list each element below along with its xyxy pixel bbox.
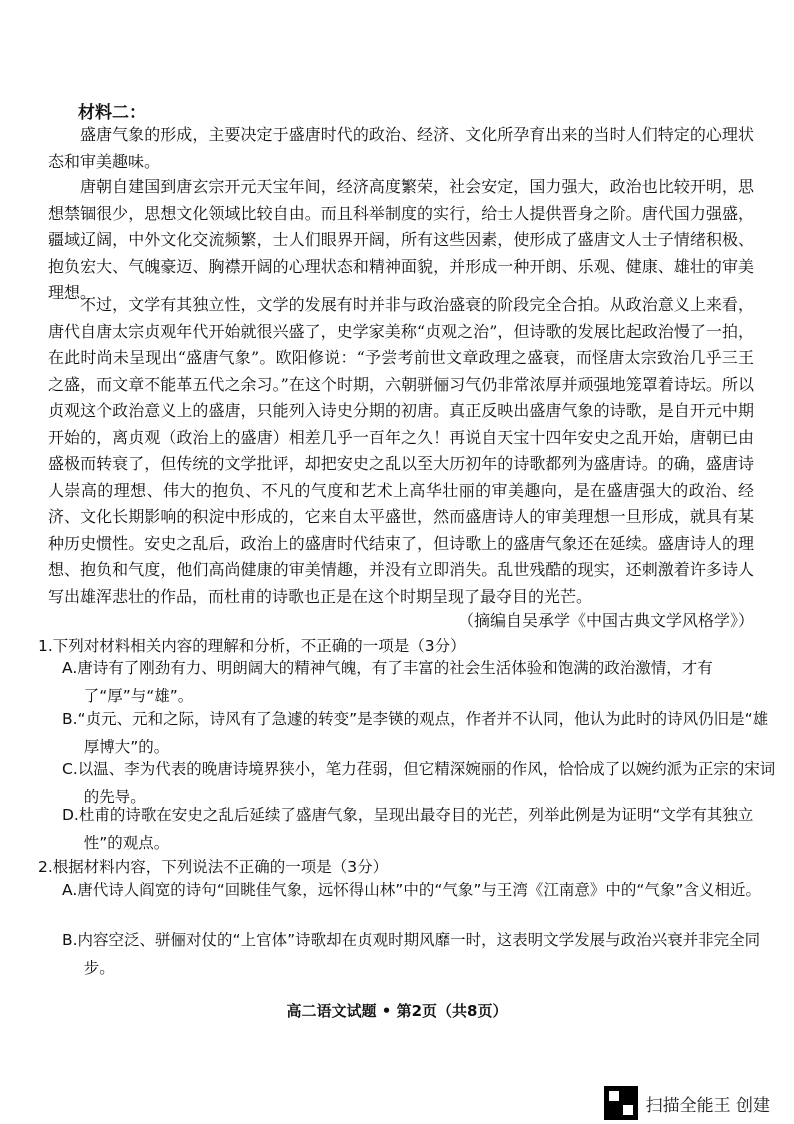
source-citation: （摘编自吴承学《中国古典文学风格学》） xyxy=(457,611,754,630)
watermark-text: 扫描全能王 创建 xyxy=(645,1095,770,1116)
question-option: A.唐代诗人阎宽的诗句“回眺佳气象，远怀得山林”中的“气象”与王湾《江南意》中的“气象”含义相近。 xyxy=(62,881,761,899)
material-paragraph: 不过，文学有其独立性，文学的发展有时并非与政治盛衰的阶段完全合拍。从政治意义上来看，唐代自唐太宗贞观年代开始就很兴盛了，史学家美称“贞观之治”，但诗歌的发展比起政治慢了一拍，在此时尚未呈现出“盛唐气象”。欧阳修说：“予尝考前世文章政理之盛衰，而怪唐太宗致治几乎三王之盛，而文章不能革五代之余习。”在这个时期，六朝骈俪习气仍非常浓厚并顽强地笼罩着诗坛。所以贞观这个政治意义上的盛唐，只能列入诗史分期的初唐。真正反映出盛唐气象的诗歌，是自开元中期开始的，离贞观（政治上的盛唐）相差几乎一百年之久！再说自天宝十四年安史之乱开始，唐朝已由盛极而转衰了，但传统的文学批评，却把安史之乱以至大历初年的诗歌都列为盛唐诗。的确，盛唐诗人崇高的理想、伟大的抱负、不凡的气度和艺术上高华壮丽的审美趣向，是在盛唐强大的政治、经济、文化长期影响的积淀中形成的，它来自太平盛世，然而盛唐诗人的审美理想一旦形成，就具有某种历史惯性。安史之乱后，政治上的盛唐时代结束了，但诗歌上的盛唐气象还在延续。盛唐诗人的理想、抱负和气度，他们高尚健康的审美情趣，并没有立即消失。乱世残酷的现实，还刺激着许多诗人写出雄浑悲壮的作品，而杜甫的诗歌也正是在这个时期呈现了最夺目的光芒。 xyxy=(48,295,754,606)
question-option: C.以温、李为代表的晚唐诗境界狭小，笔力荏弱，但它精深婉丽的作风，恰恰成了以婉约派为正宗的宋词的先导。 xyxy=(62,760,776,806)
question-option: B.“贞元、元和之际，诗风有了急遽的转变”是李锳的观点，作者并不认同，他认为此时的诗风仍旧是“雄厚博大”的。 xyxy=(62,710,769,756)
question-option: D.杜甫的诗歌在安史之乱后延续了盛唐气象，呈现出最夺目的光芒，列举此例是为证明“文学有其独立性”的观点。 xyxy=(62,806,754,852)
scanner-watermark xyxy=(604,1086,770,1120)
qr-code-icon xyxy=(604,1086,638,1120)
question-stem: 2.根据材料内容，下列说法不正确的一项是（3分） xyxy=(38,858,389,876)
material-paragraph: 唐朝自建国到唐玄宗开元天宝年间，经济高度繁荣，社会安定，国力强大，政治也比较开明，思想禁锢很少，思想文化领域比较自由。而且科举制度的实行，给士人提供晋身之阶。唐代国力强盛，疆域辽阔，中外文化交流频繁，士人们眼界开阔，所有这些因素，使形成了盛唐文人士子情绪积极、抱负宏大、气魄豪迈、胸襟开阔的心理状态和精神面貌，并形成一种开朗、乐观、健康、雄壮的审美理想。 xyxy=(48,177,754,302)
question-option: A.唐诗有了刚劲有力、明朗阔大的精神气魄，有了丰富的社会生活体验和饱满的政治激情，才有了“厚”与“雄”。 xyxy=(62,659,713,705)
material-heading: 材料二： xyxy=(78,103,146,123)
material-paragraph: 盛唐气象的形成，主要决定于盛唐时代的政治、经济、文化所孕育出来的当时人们特定的心理状态和审美趣味。 xyxy=(48,125,754,171)
question-stem: 1.下列对材料相关内容的理解和分析，不正确的一项是（3分） xyxy=(38,637,466,655)
page-footer: 高二语文试题 • 第2页（共8页） xyxy=(286,1002,508,1020)
question-option: B.内容空泛、骈俪对仗的“上官体”诗歌却在贞观时期风靡一时，这表明文学发展与政治兴衰并非完全同步。 xyxy=(62,931,761,977)
